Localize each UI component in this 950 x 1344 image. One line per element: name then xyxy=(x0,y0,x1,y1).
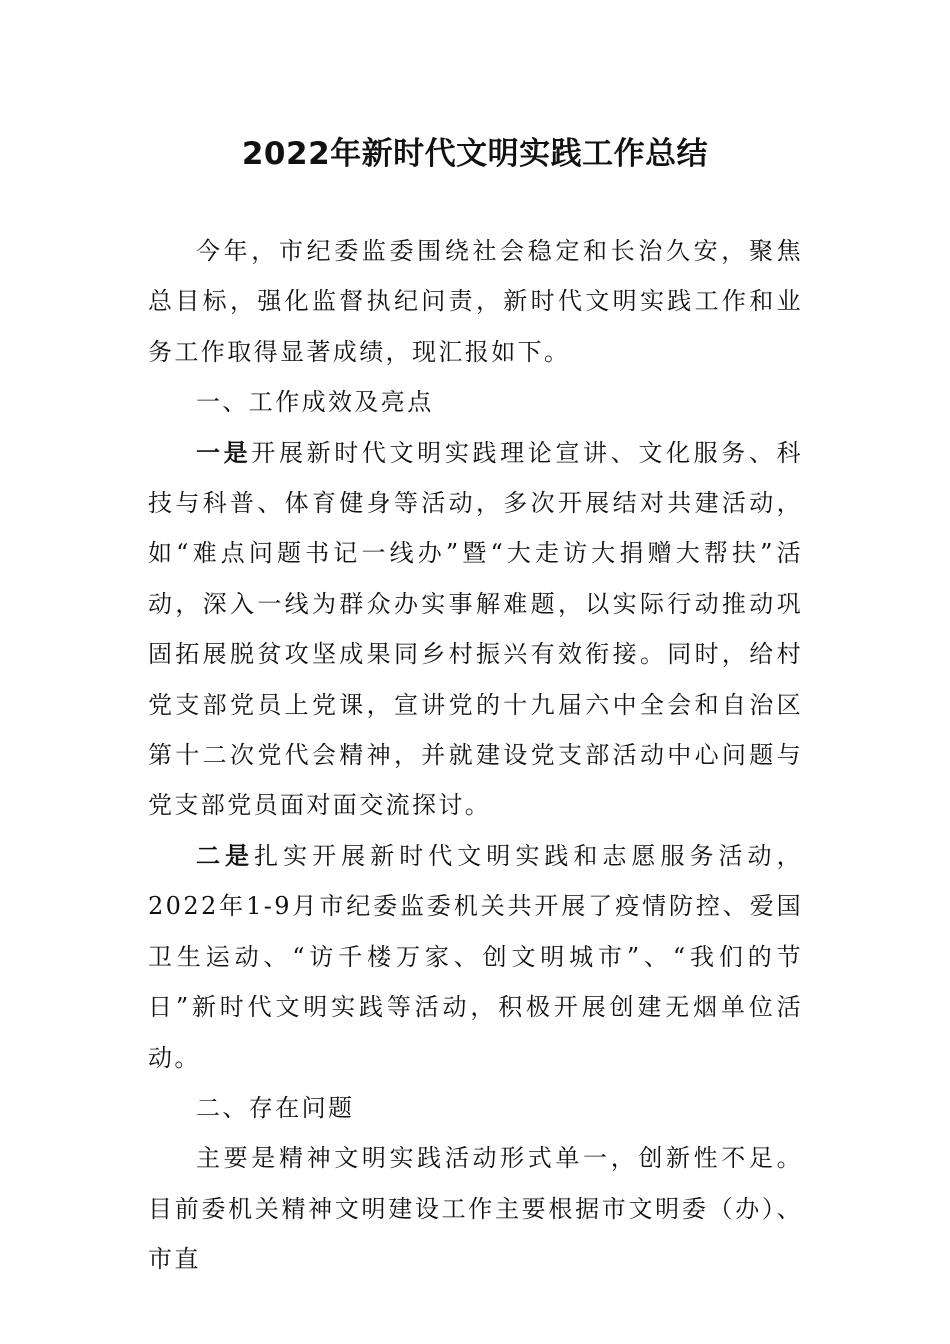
document-title: 2022年新时代文明实践工作总结 xyxy=(241,136,709,172)
achievement-item-1 xyxy=(148,428,803,831)
item-1-text: 开展新时代文明实践理论宣讲、文化服务、科技与科普、体育健身等活动，多次开展结对共建活动，如“难点问题书记一线办”暨“大走访大捐赠大帮扶”活动，深入一线为群众办实事解难题，以实际行动推动巩固拓展脱贫攻坚成果同乡村振兴有效衔接。同时，给村党支部党员上党课，宣讲党的十九届六中全会和自治区第十二次党代会精神，并就建设党支部活动中心问题与党支部党员面对面交流探讨。 xyxy=(148,438,803,820)
item-2-lead: 二是 xyxy=(196,840,255,870)
item-1-lead: 一是 xyxy=(196,437,252,467)
item-2-text: 扎实开展新时代文明实践和志愿服务活动，2022年1-9月市纪委监委机关共开展了疫情防控、爱国卫生运动、“访千楼万家、创文明城市”、“我们的节日”新时代文明实践等活动，积极开展创建无烟单位活动。 xyxy=(148,841,803,1072)
intro-paragraph: 今年，市纪委监委围绕社会稳定和长治久安，聚焦总目标，强化监督执纪问责，新时代文明实践工作和业务工作取得显著成绩，现汇报如下。 xyxy=(148,237,803,366)
section-heading-achievements: 一、工作成效及亮点 xyxy=(196,388,434,417)
section-heading-problems: 二、存在问题 xyxy=(196,1093,355,1122)
problem-paragraph: 主要是精神文明实践活动形式单一，创新性不足。目前委机关精神文明建设工作主要根据市文明委（办）、市直 xyxy=(148,1144,803,1274)
document-body xyxy=(148,226,803,1285)
achievement-item-2 xyxy=(148,831,803,1083)
